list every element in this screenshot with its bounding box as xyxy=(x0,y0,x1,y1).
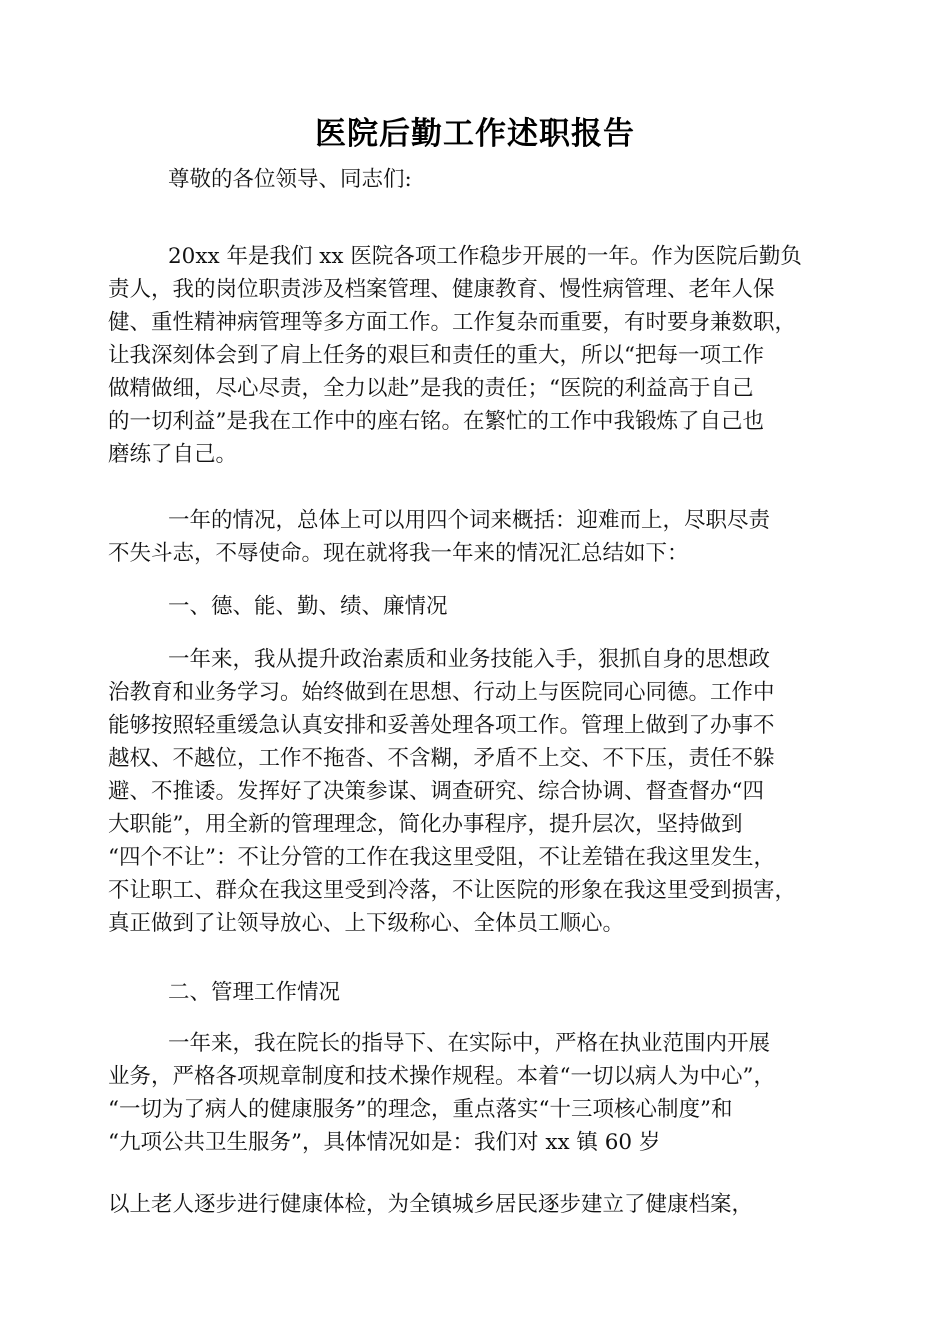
paragraph-line: 治教育和业务学习。始终做到在思想、行动上与医院同心同德。工作中 xyxy=(108,680,775,705)
paragraph-line: 20xx 年是我们 xx 医院各项工作稳步开展的一年。作为医院后勤负 xyxy=(168,244,802,269)
section-heading-2 xyxy=(108,976,853,1009)
paragraph-line: 真正做到了让领导放心、上下级称心、全体员工顺心。 xyxy=(108,911,625,936)
paragraph-line: 磨练了自己。 xyxy=(108,442,238,467)
paragraph-line: “一切为了病人的健康服务”的理念，重点落实“十三项核心制度”和 xyxy=(108,1097,733,1122)
paragraph-section-1 xyxy=(108,643,853,940)
greeting-line: 尊敬的各位领导、同志们: xyxy=(168,167,412,192)
paragraph-line: 大职能”，用全新的管理理念，简化办事程序，提升层次，坚持做到 xyxy=(108,812,743,837)
paragraph-continued xyxy=(108,1188,853,1221)
paragraph-line: 越权、不越位，工作不拖沓、不含糊，矛盾不上交、不下压，责任不躲 xyxy=(108,746,775,771)
section-heading-1 xyxy=(108,590,853,623)
paragraph-line: 一年来，我在院长的指导下、在实际中，严格在执业范围内开展 xyxy=(168,1031,771,1056)
paragraph-line: 能够按照轻重缓急认真安排和妥善处理各项工作。管理上做到了办事不 xyxy=(108,713,775,738)
paragraph-line: “四个不让”：不让分管的工作在我这里受阻，不让差错在我这里发生， xyxy=(108,845,775,870)
paragraph-line: 避、不推诿。发挥好了决策参谋、调查研究、综合协调、督查督办“四 xyxy=(108,779,764,804)
paragraph-line: 做精做细，尽心尽责，全力以赴”是我的责任；“医院的利益高于自己 xyxy=(108,376,754,401)
paragraph-line: 不让职工、群众在我这里受到冷落，不让医院的形象在我这里受到损害， xyxy=(108,878,797,903)
paragraph-line: 健、重性精神病管理等多方面工作。工作复杂而重要，有时要身兼数职， xyxy=(108,310,797,335)
document-title: 医院后勤工作述职报告 xyxy=(315,116,635,152)
paragraph-intro xyxy=(108,240,853,471)
section-heading-line: 一、德、能、勤、绩、廉情况 xyxy=(168,594,448,619)
paragraph-summary xyxy=(108,504,853,570)
paragraph-line: 一年来，我从提升政治素质和业务技能入手，狠抓自身的思想政 xyxy=(168,647,771,672)
paragraph-line: 以上老人逐步进行健康体检，为全镇城乡居民逐步建立了健康档案， xyxy=(108,1192,754,1217)
paragraph-section-2 xyxy=(108,1027,853,1159)
paragraph-line: 一年的情况，总体上可以用四个词来概括：迎难而上，尽职尽责 xyxy=(168,508,771,533)
paragraph-line: 责人，我的岗位职责涉及档案管理、健康教育、慢性病管理、老年人保 xyxy=(108,277,775,302)
paragraph-line: 不失斗志，不辱使命。现在就将我一年来的情况汇总结如下： xyxy=(108,541,689,566)
greeting xyxy=(108,163,853,196)
paragraph-line: 业务，严格各项规章制度和技术操作规程。本着“一切以病人为中心”， xyxy=(108,1064,775,1089)
section-heading-line: 二、管理工作情况 xyxy=(168,980,341,1005)
paragraph-line: 让我深刻体会到了肩上任务的艰巨和责任的重大，所以“把每一项工作 xyxy=(108,343,764,368)
paragraph-line: 的一切利益”是我在工作中的座右铭。在繁忙的工作中我锻炼了自己也 xyxy=(108,409,764,434)
paragraph-line: “九项公共卫生服务”，具体情况如是：我们对 xx 镇 60 岁 xyxy=(108,1130,661,1155)
